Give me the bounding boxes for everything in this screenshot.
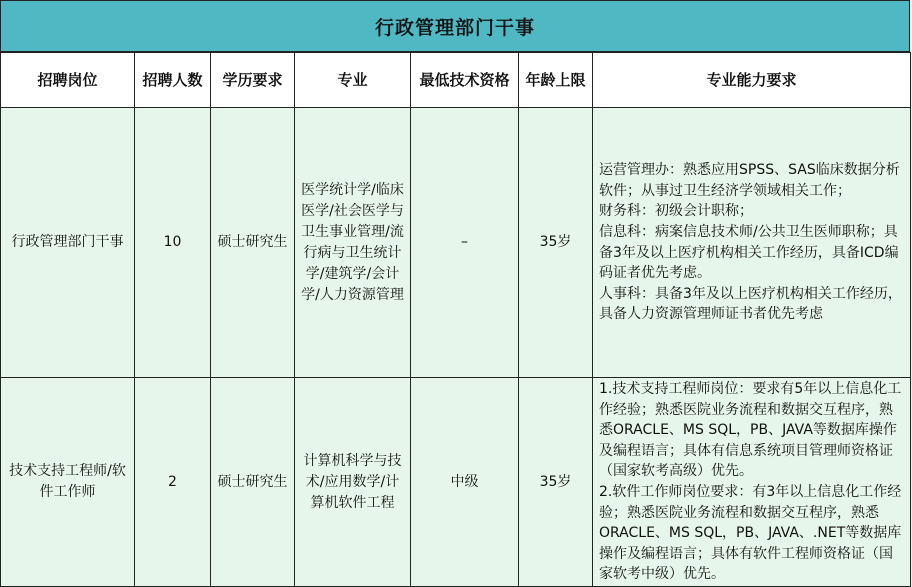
requirement-line: 人事科：具备3年及以上医疗机构相关工作经历，具备人力资源管理师证书者优先考虑: [599, 285, 902, 323]
requirement-line: 财务科：初级会计职称；: [599, 203, 753, 220]
age-text: 35岁: [539, 473, 572, 490]
cell-requirements: [593, 378, 911, 587]
requirement-line: 信息科：病案信息技术师/公共卫生医师职称；具备3年及以上医疗机构相关工作经历，具备ICD编码证者优先考虑。: [599, 223, 899, 282]
header-row: [1, 53, 911, 108]
cell-count: [135, 378, 211, 587]
table-row: [1, 378, 911, 587]
count-text: 2: [168, 473, 177, 490]
cell-count: [135, 108, 211, 378]
count-text: 10: [163, 234, 182, 250]
table-title: 行政管理部门干事: [0, 0, 910, 52]
header-major: 专业: [295, 53, 411, 108]
cell-major: [295, 108, 411, 378]
age-text: 35岁: [539, 234, 572, 250]
position-text: 技术支持工程师/软件工作师: [9, 463, 126, 500]
education-text: 硕士研究生: [217, 473, 288, 490]
cell-education: [211, 108, 295, 378]
position-text: 行政管理部门干事: [11, 234, 124, 250]
header-qualification: 最低技术资格: [411, 53, 519, 108]
header-count: 招聘人数: [135, 53, 211, 108]
major-text: 计算机科学与技术/应用数学/计算机软件工程: [303, 452, 402, 511]
cell-requirements: [593, 108, 911, 378]
requirement-line: 1.技术支持工程师岗位：要求有5年以上信息化工作经验；熟悉医院业务流程和数据交互程序，熟悉ORACLE、MS SQL，PB、JAVA等数据库操作及编程语言；具体有信息系统项目管理师资格证（国家软考高级）优先。: [599, 381, 902, 480]
requirement-line: 运营管理办：熟悉应用SPSS、SAS临床数据分析软件；从事过卫生经济学领域相关工作；: [599, 162, 900, 199]
cell-position: [1, 378, 135, 587]
cell-age: [519, 378, 593, 587]
cell-qualification: [411, 108, 519, 378]
header-requirements: 专业能力要求: [593, 53, 911, 108]
cell-position: [1, 108, 135, 378]
header-age: 年龄上限: [519, 53, 593, 108]
requirement-line: 2.软件工作师岗位要求：有3年以上信息化工作经验；熟悉医院业务流程和数据交互程序，熟悉ORACLE、MS SQL，PB、JAVA、.NET等数据库操作及编程语言；具体有软件工程师资格证（国家软考中级）优先。: [599, 484, 902, 583]
recruitment-table: [0, 52, 911, 587]
education-text: 硕士研究生: [217, 234, 288, 250]
header-education: 学历要求: [211, 53, 295, 108]
cell-major: [295, 378, 411, 587]
cell-education: [211, 378, 295, 587]
qualification-text: 中级: [450, 473, 479, 490]
header-position: 招聘岗位: [1, 53, 135, 108]
major-text: 医学统计学/临床医学/社会医学与卫生事业管理/流行病与卫生统计学/建筑学/会计学/人力资源管理: [301, 181, 404, 303]
cell-qualification: [411, 378, 519, 587]
table-row: [1, 108, 911, 378]
cell-age: [519, 108, 593, 378]
qualification-text: –: [461, 234, 468, 250]
